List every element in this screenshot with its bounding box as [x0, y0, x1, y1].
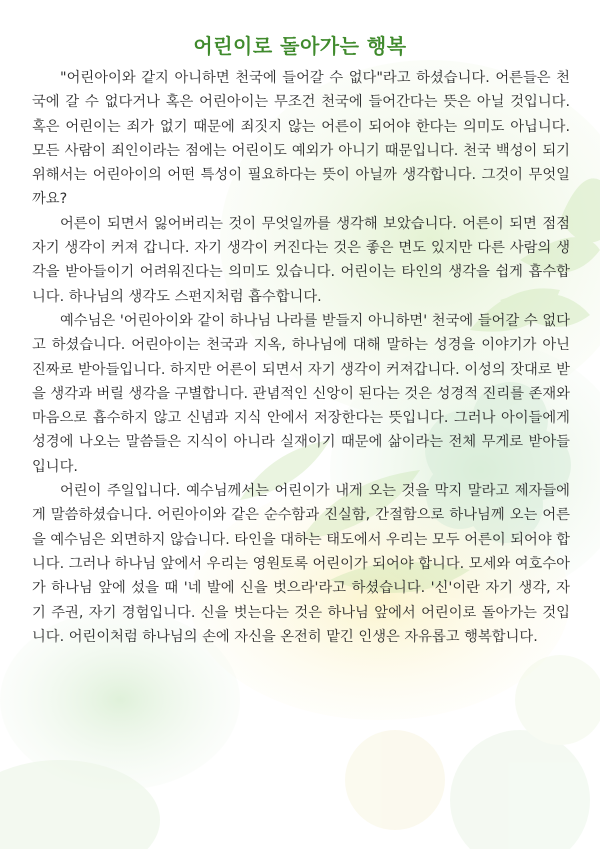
paragraph-2: 어른이 되면서 잃어버리는 것이 무엇일까를 생각해 보았습니다. 어른이 되면 점점 자기 생각이 커져 갑니다. 자기 생각이 커진다는 것은 좋은 면도 있지만 다른 사람의 생각을 받아들이기 어려워진다는 의미도 있습니다. 어린이는 타인의 생각을 쉽게 흡수합니다. 하나님의 생각도 스펀지처럼 흡수합니다. [32, 215, 570, 305]
paragraph-1: "어린아이와 같지 아니하면 천국에 들어갈 수 없다"라고 하셨습니다. 어른들은 천국에 갈 수 없다거나 혹은 어린아이는 무조건 천국에 들어간다는 뜻은 아닐 것입니다. 혹은 어린이는 죄가 없기 때문에 죄짓지 않는 어른이 되어야 한다는 의미도 아닙니다. 모든 사람이 죄인이라는 점에는 어린이도 예외가 아니기 때문입니다. 천국 백성이 되기 위해서는 어린아이의 어떤 특성이 필요하다는 뜻이 아닐까 생각합니다. 그것이 무엇일까요? [32, 70, 570, 208]
page-title: 어린이로 돌아가는 행복 [193, 34, 407, 58]
paragraph-3: 예수님은 '어린아이와 같이 하나님 나라를 받들지 아니하면' 천국에 들어갈 수 없다고 하셨습니다. 어린아이는 천국과 지옥, 하나님에 대해 말하는 성경을 이야기가 아닌 진짜로 받아들입니다. 하지만 어른이 되면서 자기 생각이 커져갑니다. 이성의 잣대로 받을 생각과 버릴 생각을 구별합니다. 관념적인 신앙이 된다는 것은 성경적 진리를 존재와 마음으로 흡수하지 않고 신념과 지식 안에서 저장한다는 뜻입니다. 그러나 아이들에게 성경에 나오는 말씀들은 지식이 아니라 실재이기 때문에 삶이라는 전체 무게로 받아들입니다. [32, 312, 570, 475]
paragraph-4: 어린이 주일입니다. 예수님께서는 어린이가 내게 오는 것을 막지 말라고 제자들에게 말씀하셨습니다. 어린아이와 같은 순수함과 진실함, 간절함으로 하나님께 오는 어른을 예수님은 외면하지 않습니다. 타인을 대하는 태도에서 우리는 모두 어른이 되어야 합니다. 그러나 하나님 앞에서 우리는 영원토록 어린이가 되어야 합니다. 모세와 여호수아가 하나님 앞에 섰을 때 '네 발에 신을 벗으라'라고 하셨습니다. '신'이란 자기 생각, 자기 주권, 자기 경험입니다. 신을 벗는다는 것은 하나님 앞에서 어린이로 돌아가는 것입니다. 어린이처럼 하나님의 손에 자신을 온전히 맡긴 인생은 자유롭고 행복합니다. [32, 483, 570, 645]
body-text [32, 66, 570, 649]
